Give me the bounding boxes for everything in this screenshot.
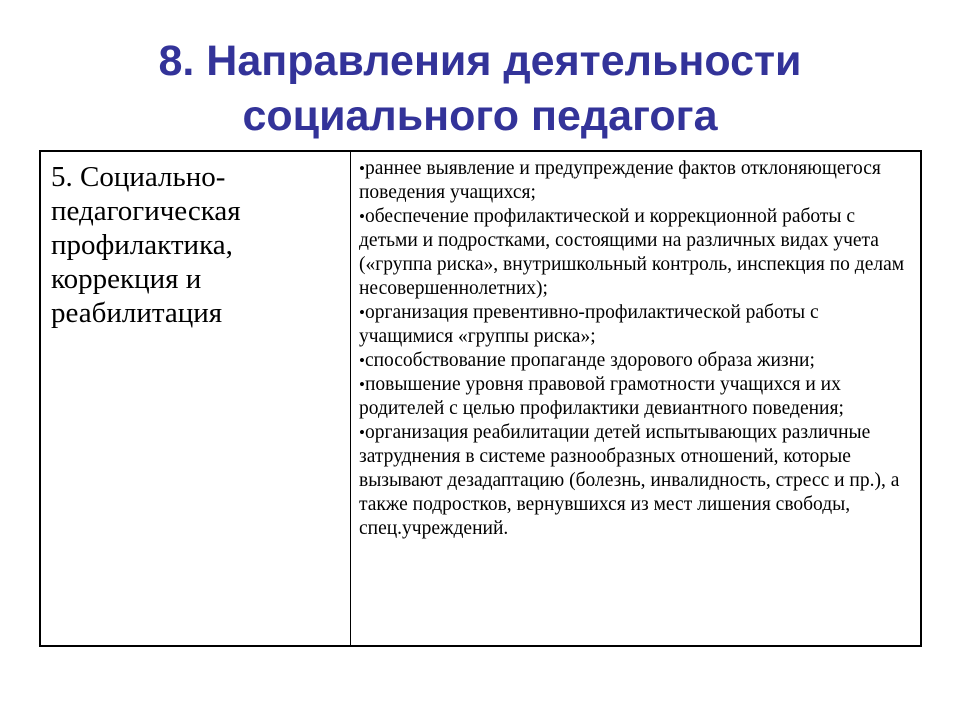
slide-title-line-2: социального педагога xyxy=(242,92,718,140)
list-item xyxy=(359,373,906,421)
bullet-icon: • xyxy=(359,423,365,442)
bullet-icon: • xyxy=(359,375,365,394)
list-item-text: организация реабилитации детей испытывающих различные затруднения в системе разнообразных отношений, которые вызывают дезадаптацию (болезнь, инвалидность, стресс и пр.), а также подростков, вернувшихся из мест лишения свободы, спец.учреждений. xyxy=(359,422,900,539)
bullet-icon: • xyxy=(359,207,365,226)
list-item xyxy=(359,205,906,301)
list-item xyxy=(359,301,906,349)
list-item-text: раннее выявление и предупреждение фактов отклоняющегося поведения учащихся; xyxy=(359,158,881,203)
list-item xyxy=(359,157,906,205)
list-item-text: организация превентивно-профилактической работы с учащимися «группы риска»; xyxy=(359,302,819,347)
table-cell-direction-details xyxy=(351,152,920,645)
list-item xyxy=(359,349,906,373)
directions-table xyxy=(39,150,922,647)
list-item-text: обеспечение профилактической и коррекционной работы с детьми и подростками, состоящими на различных видах учета («группа риска», внутришкольный контроль, инспекция по делам несовершеннолетних); xyxy=(359,206,905,299)
list-item-text: способствование пропаганде здорового образа жизни; xyxy=(364,350,815,371)
bullet-icon: • xyxy=(359,159,365,178)
bullet-icon: • xyxy=(359,351,365,370)
slide-title-line-1: 8. Направления деятельности xyxy=(158,37,802,85)
table-cell-direction-name: 5. Социально-педагогическая профилактика, коррекция и реабилитация xyxy=(41,152,351,645)
slide-title xyxy=(0,34,960,144)
list-item xyxy=(359,421,906,541)
list-item-text: повышение уровня правовой грамотности учащихся и их родителей с целью профилактики девиантного поведения; xyxy=(359,374,844,419)
bullet-icon: • xyxy=(359,303,365,322)
